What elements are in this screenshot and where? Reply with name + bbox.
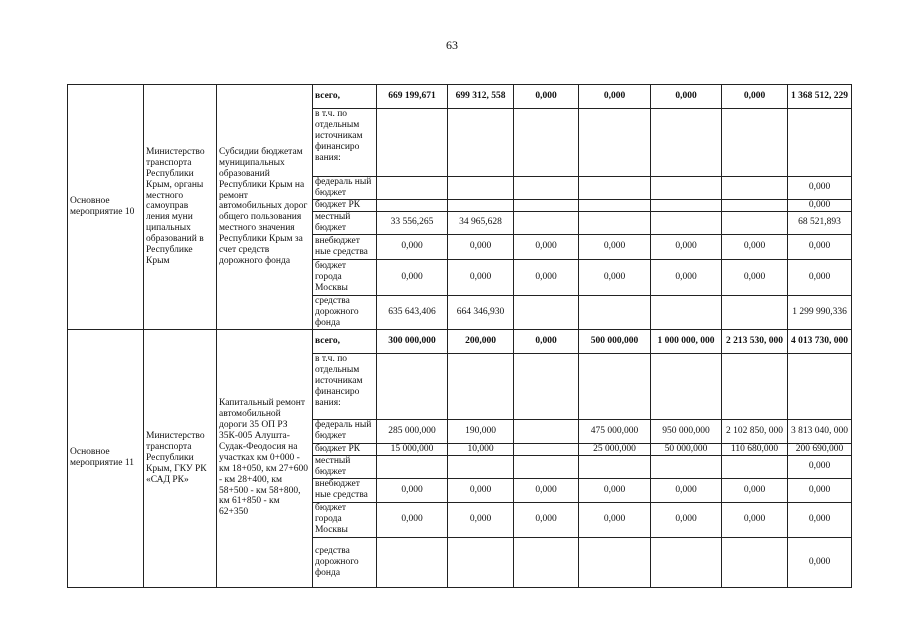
value-cell: 0,000 [579,502,651,537]
value-cell: 0,000 [651,85,722,109]
value-cell: 25 000,000 [579,443,651,455]
value-cell: 0,000 [514,502,579,537]
value-cell [579,295,651,329]
value-cell [722,537,788,587]
value-cell: 200,000 [448,329,514,353]
value-cell: 0,000 [651,478,722,502]
executor-cell: Министерство транспорта Республики Крым, органы местного самоуправ ления муни ципальных образований в Республике Крым [144,85,217,330]
value-cell [448,455,514,478]
value-cell: 0,000 [579,259,651,295]
value-cell [579,211,651,234]
value-cell [448,353,514,419]
value-cell [377,177,448,200]
value-cell: 0,000 [788,199,852,211]
value-cell: 0,000 [377,478,448,502]
value-cell: 200 690,000 [788,443,852,455]
value-cell: 669 199,671 [377,85,448,109]
value-cell [514,199,579,211]
value-cell [579,109,651,177]
source-label: внебюджет ные средства [313,478,377,502]
value-cell: 0,000 [651,259,722,295]
value-cell: 300 000,000 [377,329,448,353]
value-cell: 1 368 512, 229 [788,85,852,109]
source-label: в т.ч. по отдельным источникам финансиро вания: [313,109,377,177]
value-cell: 0,000 [514,259,579,295]
value-cell [651,455,722,478]
source-label: всего, [313,85,377,109]
value-cell: 500 000,000 [579,329,651,353]
value-cell [651,353,722,419]
table-row [68,85,852,109]
value-cell [579,353,651,419]
value-cell: 34 965,628 [448,211,514,234]
source-label: в т.ч. по отдельным источникам финансиро вания: [313,353,377,419]
value-cell [651,295,722,329]
source-label: всего, [313,329,377,353]
value-cell [651,109,722,177]
value-cell: 2 213 530, 000 [722,329,788,353]
value-cell [579,199,651,211]
value-cell [722,199,788,211]
value-cell [514,211,579,234]
description-cell: Субсидии бюджетам муниципальных образований Республики Крым на ремонт автомобильных дорог общего пользования местного значения Республики Крым за счет средств дорожного фонда [217,85,313,330]
value-cell: 190,000 [448,419,514,443]
measure-name: Основное мероприятие 11 [68,329,144,587]
value-cell [514,443,579,455]
value-cell [514,353,579,419]
source-label: средства дорожного фонда [313,295,377,329]
value-cell: 475 000,000 [579,419,651,443]
table-row [68,329,852,353]
value-cell [514,419,579,443]
value-cell [448,177,514,200]
value-cell: 0,000 [448,259,514,295]
value-cell: 0,000 [722,502,788,537]
value-cell: 0,000 [722,85,788,109]
value-cell: 0,000 [579,85,651,109]
value-cell [579,455,651,478]
value-cell: 0,000 [377,234,448,259]
value-cell [377,537,448,587]
value-cell [448,199,514,211]
value-cell: 3 813 040, 000 [788,419,852,443]
value-cell: 0,000 [377,502,448,537]
value-cell: 1 299 990,336 [788,295,852,329]
value-cell [514,455,579,478]
value-cell: 33 556,265 [377,211,448,234]
value-cell [448,109,514,177]
source-label: федераль ный бюджет [313,419,377,443]
value-cell [514,537,579,587]
value-cell: 110 680,000 [722,443,788,455]
value-cell [448,537,514,587]
value-cell: 0,000 [448,478,514,502]
value-cell: 10,000 [448,443,514,455]
value-cell: 0,000 [514,478,579,502]
value-cell [722,295,788,329]
measure-name: Основное мероприятие 10 [68,85,144,330]
source-label: местный бюджет [313,455,377,478]
value-cell: 0,000 [788,478,852,502]
value-cell: 15 000,000 [377,443,448,455]
value-cell: 0,000 [651,502,722,537]
source-label: средства дорожного фонда [313,537,377,587]
value-cell: 285 000,000 [377,419,448,443]
value-cell [579,537,651,587]
description-cell: Капитальный ремонт автомобильной дороги 35 ОП РЗ 35К-005 Алушта-Судак-Феодосия на участках км 0+000 - км 18+050, км 27+600 - км 28+400, км 58+500 - км 58+800, км 61+850 - км 62+350 [217,329,313,587]
value-cell [651,537,722,587]
source-label: бюджет РК [313,199,377,211]
value-cell [651,199,722,211]
value-cell: 0,000 [722,478,788,502]
value-cell [788,109,852,177]
value-cell [377,455,448,478]
value-cell: 0,000 [514,329,579,353]
value-cell: 68 521,893 [788,211,852,234]
value-cell [579,177,651,200]
value-cell [722,353,788,419]
value-cell: 0,000 [788,234,852,259]
value-cell [377,353,448,419]
source-label: местный бюджет [313,211,377,234]
value-cell: 2 102 850, 000 [722,419,788,443]
value-cell: 0,000 [579,478,651,502]
value-cell [377,199,448,211]
value-cell: 950 000,000 [651,419,722,443]
value-cell: 0,000 [448,234,514,259]
value-cell: 0,000 [788,537,852,587]
value-cell: 0,000 [788,177,852,200]
page-number: 63 [446,38,458,52]
value-cell: 0,000 [514,234,579,259]
executor-cell: Министерство транспорта Республики Крым, ГКУ РК «САД РК» [144,329,217,587]
value-cell [788,353,852,419]
value-cell: 0,000 [788,259,852,295]
value-cell: 1 000 000, 000 [651,329,722,353]
value-cell [722,211,788,234]
value-cell [514,109,579,177]
value-cell: 0,000 [722,259,788,295]
value-cell: 0,000 [377,259,448,295]
source-label: бюджет РК [313,443,377,455]
value-cell [651,211,722,234]
value-cell: 0,000 [514,85,579,109]
value-cell [651,177,722,200]
value-cell: 635 643,406 [377,295,448,329]
value-cell [722,455,788,478]
value-cell: 4 013 730, 000 [788,329,852,353]
value-cell: 699 312, 558 [448,85,514,109]
source-label: федераль ный бюджет [313,177,377,200]
value-cell: 50 000,000 [651,443,722,455]
value-cell: 0,000 [579,234,651,259]
value-cell: 0,000 [722,234,788,259]
source-label: бюджет города Москвы [313,502,377,537]
value-cell: 664 346,930 [448,295,514,329]
source-label: бюджет города Москвы [313,259,377,295]
value-cell: 0,000 [788,455,852,478]
value-cell [377,109,448,177]
value-cell: 0,000 [448,502,514,537]
value-cell: 0,000 [788,502,852,537]
value-cell [514,177,579,200]
value-cell: 0,000 [651,234,722,259]
value-cell [514,295,579,329]
value-cell [722,177,788,200]
value-cell [722,109,788,177]
source-label: внебюджет ные средства [313,234,377,259]
financing-table [67,84,852,588]
